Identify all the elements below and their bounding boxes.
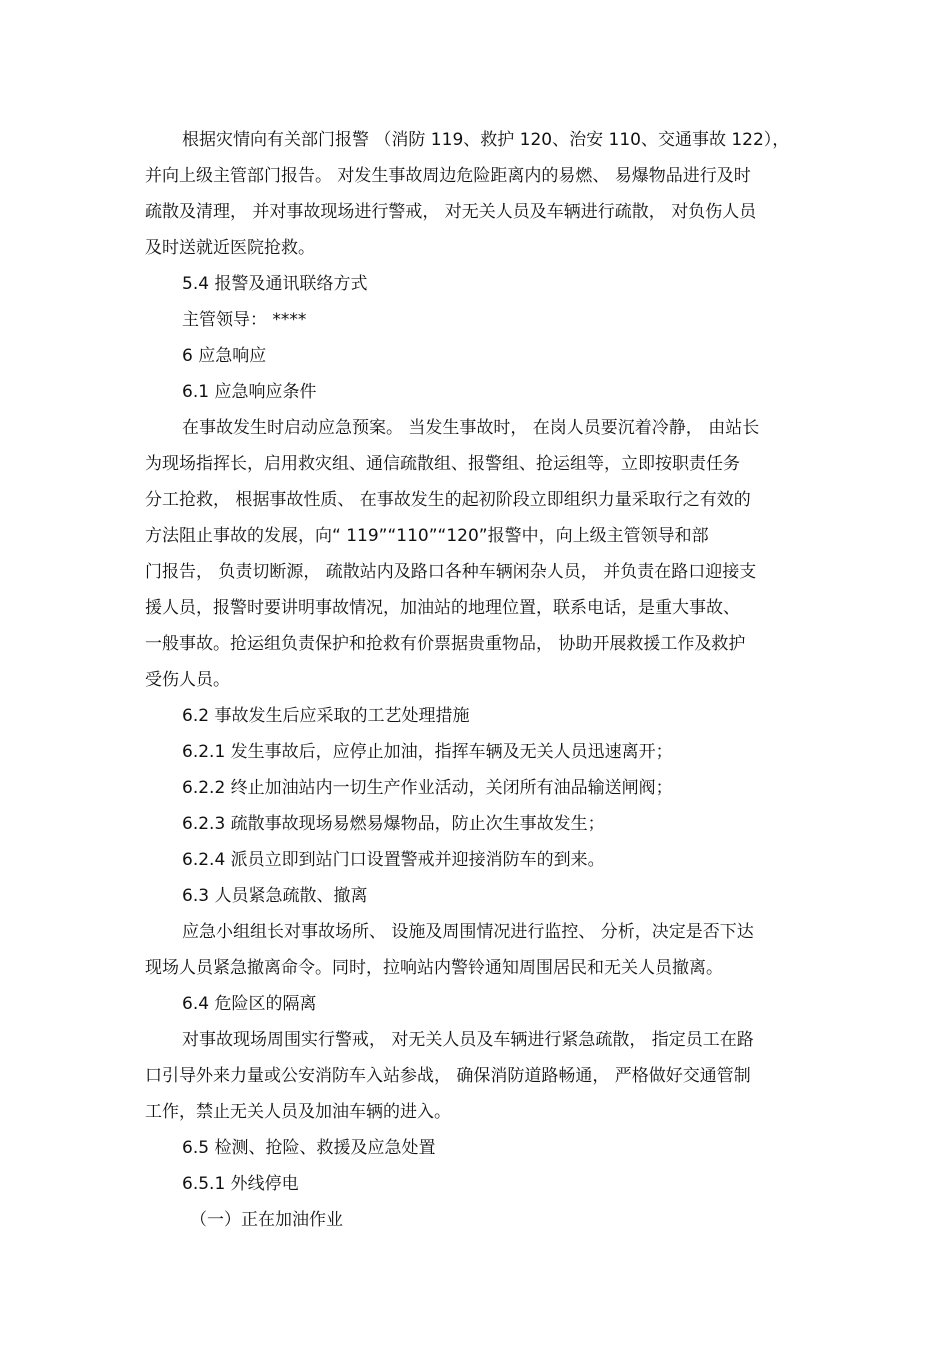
paragraph-line: 及时送就近医院抢救。 [145, 238, 315, 258]
paragraph-line: 主管领导： **** [182, 310, 307, 330]
paragraph-line: 应急小组组长对事故场所、 设施及周围情况进行监控、 分析，决定是否下达 [182, 922, 754, 942]
paragraph-line: 为现场指挥长，启用救灾组、通信疏散组、报警组、抢运组等，立即按职责任务 [145, 454, 740, 474]
list-item: 6.2.1 发生事故后，应停止加油，指挥车辆及无关人员迅速离开； [182, 742, 673, 762]
paragraph-line: 分工抢救， 根据事故性质、 在事故发生的起初阶段立即组织力量采取行之有效的 [145, 490, 751, 510]
paragraph-line: （一）正在加油作业 [190, 1210, 343, 1230]
paragraph-line: 根据灾情向有关部门报警 （消防 119、救护 120、治安 110、交通事故 122）， [182, 130, 790, 150]
paragraph-line: 并向上级主管部门报告。 对发生事故周边危险距离内的易燃、 易爆物品进行及时 [145, 166, 751, 186]
section-heading: 6.2 事故发生后应采取的工艺处理措施 [182, 706, 470, 726]
paragraph-line: 现场人员紧急撤离命令。同时，拉响站内警铃通知周围居民和无关人员撤离。 [145, 958, 723, 978]
section-heading: 6.4 危险区的隔离 [182, 994, 317, 1014]
list-item: 6.2.2 终止加油站内一切生产作业活动，关闭所有油品输送闸阀； [182, 778, 673, 798]
section-heading: 6.5.1 外线停电 [182, 1174, 299, 1194]
section-heading: 6.1 应急响应条件 [182, 382, 317, 402]
paragraph-line: 在事故发生时启动应急预案。 当发生事故时， 在岗人员要沉着冷静， 由站长 [182, 418, 760, 438]
list-item: 6.2.4 派员立即到站门口设置警戒并迎接消防车的到来。 [182, 850, 605, 870]
paragraph-line: 方法阻止事故的发展，向“ 119”“110”“120”报警中，向上级主管领导和部 [145, 526, 709, 546]
paragraph-line: 受伤人员。 [145, 670, 230, 690]
section-heading: 6.5 检测、抢险、救援及应急处置 [182, 1138, 436, 1158]
paragraph-line: 对事故现场周围实行警戒， 对无关人员及车辆进行紧急疏散， 指定员工在路 [182, 1030, 754, 1050]
section-heading: 5.4 报警及通讯联络方式 [182, 274, 368, 294]
paragraph-line: 疏散及清理， 并对事故现场进行警戒， 对无关人员及车辆进行疏散， 对负伤人员 [145, 202, 757, 222]
paragraph-line: 一般事故。抢运组负责保护和抢救有价票据贵重物品， 协助开展救援工作及救护 [145, 634, 746, 654]
section-heading: 6.3 人员紧急疏散、撤离 [182, 886, 368, 906]
list-item: 6.2.3 疏散事故现场易燃易爆物品，防止次生事故发生； [182, 814, 605, 834]
paragraph-line: 工作，禁止无关人员及加油车辆的进入。 [145, 1102, 451, 1122]
paragraph-line: 门报告， 负责切断源， 疏散站内及路口各种车辆闲杂人员， 并负责在路口迎接支 [145, 562, 757, 582]
paragraph-line: 口引导外来力量或公安消防车入站参战， 确保消防道路畅通， 严格做好交通管制 [145, 1066, 751, 1086]
paragraph-line: 援人员，报警时要讲明事故情况，加油站的地理位置，联系电话，是重大事故、 [145, 598, 740, 618]
section-heading: 6 应急响应 [182, 346, 267, 366]
